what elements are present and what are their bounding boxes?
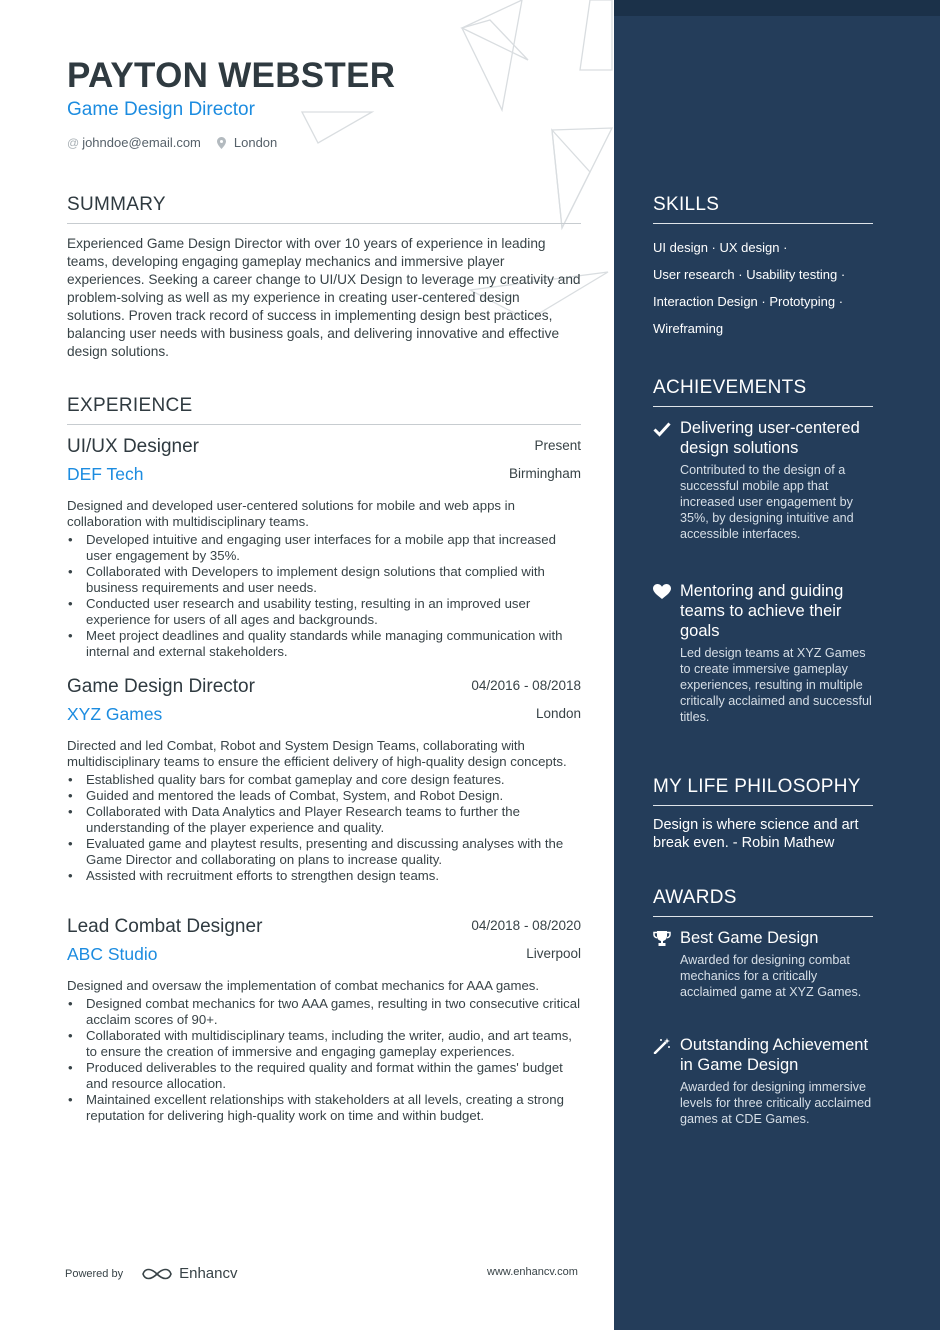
experience-entry bbox=[67, 436, 581, 660]
award-item bbox=[653, 1035, 875, 1127]
job-description: Designed and developed user-centered solutions for mobile and web apps in collaboration with multidisciplinary teams. bbox=[67, 498, 515, 529]
skill-line: Interaction Design · Prototyping · bbox=[653, 294, 844, 309]
job-description: Directed and led Combat, Robot and System Design Teams, collaborating with multidisciplinary teams to ensure the efficient delivery of high-quality design concepts. bbox=[67, 738, 567, 769]
experience-heading: EXPERIENCE bbox=[67, 395, 581, 425]
award-item bbox=[653, 928, 875, 1000]
job-role: UI/UX Designer bbox=[67, 436, 199, 457]
award-description: Awarded for designing immersive levels for three critically acclaimed games at CDE Games. bbox=[680, 1080, 872, 1126]
achievement-title: Mentoring and guiding teams to achieve their goals bbox=[680, 582, 844, 640]
experience-entry bbox=[67, 916, 581, 1124]
summary-heading: SUMMARY bbox=[67, 194, 581, 224]
job-bullets bbox=[67, 532, 581, 660]
at-icon: @ bbox=[67, 135, 80, 150]
job-bullet: • Assisted with recruitment efforts to strengthen design teams. bbox=[67, 868, 581, 884]
philosophy-heading: MY LIFE PHILOSOPHY bbox=[653, 776, 873, 806]
job-date: 04/2018 - 08/2020 bbox=[471, 918, 581, 933]
magic-wand-icon bbox=[653, 1038, 671, 1054]
achievements-heading: ACHIEVEMENTS bbox=[653, 377, 873, 407]
trophy-icon bbox=[653, 931, 671, 947]
sidebar bbox=[614, 0, 940, 1330]
candidate-title: Game Design Director bbox=[67, 99, 255, 120]
job-location: Liverpool bbox=[526, 946, 581, 961]
contact-info bbox=[67, 135, 277, 150]
job-date: Present bbox=[534, 438, 581, 453]
job-bullet: • Produced deliverables to the required quality and format within the games' budget and resource allocation. bbox=[67, 1060, 581, 1092]
philosophy-quote: Design is where science and art break even. - Robin Mathew bbox=[653, 817, 859, 851]
achievement-description: Contributed to the design of a successful mobile app that increased user engagement by 35%, by designing intuitive and accessible interfaces. bbox=[680, 463, 854, 541]
job-bullet: • Established quality bars for combat gameplay and core design features. bbox=[67, 772, 581, 788]
award-description: Awarded for designing combat mechanics for a critically acclaimed game at XYZ Games. bbox=[680, 953, 862, 999]
achievement-item bbox=[653, 418, 875, 542]
check-icon bbox=[653, 421, 671, 437]
job-role: Lead Combat Designer bbox=[67, 916, 263, 937]
achievement-description: Led design teams at XYZ Games to create immersive gameplay experiences, resulting in multiple critically acclaimed and successful titles. bbox=[680, 646, 872, 724]
email-link[interactable]: johndoe@email.com bbox=[82, 135, 201, 150]
skills-heading: SKILLS bbox=[653, 194, 873, 224]
skill-line: User research · Usability testing · bbox=[653, 267, 846, 282]
candidate-name: PAYTON WEBSTER bbox=[67, 56, 396, 95]
job-company[interactable]: ABC Studio bbox=[67, 944, 158, 964]
job-bullet: • Guided and mentored the leads of Combat, System, and Robot Design. bbox=[67, 788, 581, 804]
sidebar-top-bar bbox=[614, 0, 940, 16]
job-location: London bbox=[535, 706, 581, 721]
achievement-item bbox=[653, 581, 875, 725]
skills-list bbox=[653, 234, 878, 342]
enhancv-logo-icon bbox=[141, 1267, 173, 1281]
job-bullet: • Designed combat mechanics for two AAA games, resulting in two consecutive critical acclaim scores of 90+. bbox=[67, 996, 581, 1028]
job-bullet: • Collaborated with Data Analytics and Player Research teams to further the understanding of the player experience and quality. bbox=[67, 804, 581, 836]
awards-heading: AWARDS bbox=[653, 887, 873, 917]
job-bullet: • Conducted user research and usability testing, resulting in an improved user experience for users of all ages and backgrounds. bbox=[67, 596, 581, 628]
experience-entry bbox=[67, 676, 581, 884]
job-bullet: • Evaluated game and playtest results, presenting and discussing analyses with the Game Director and collaborating on plans to increase quality. bbox=[67, 836, 581, 868]
job-bullet: • Collaborated with multidisciplinary teams, including the writer, audio, and art teams, to ensure the creation of immersive and engaging gameplay experiences. bbox=[67, 1028, 581, 1060]
skill-line: UI design · UX design · bbox=[653, 240, 788, 255]
job-bullet: • Maintained excellent relationships with stakeholders at all levels, creating a strong reputation for delivering high-quality work on time and within budget. bbox=[67, 1092, 581, 1124]
enhancv-logo-text: Enhancv bbox=[179, 1265, 238, 1282]
job-company[interactable]: XYZ Games bbox=[67, 704, 163, 724]
job-bullets bbox=[67, 996, 581, 1124]
heart-icon bbox=[653, 584, 671, 600]
skill-line: Wireframing bbox=[653, 321, 724, 336]
location-text: London bbox=[233, 135, 278, 150]
footer-powered-by bbox=[65, 1265, 237, 1282]
footer-website-link[interactable]: www.enhancv.com bbox=[487, 1266, 578, 1278]
job-bullet: • Developed intuitive and engaging user interfaces for a mobile app that increased user engagement by 35%. bbox=[67, 532, 581, 564]
job-bullets bbox=[67, 772, 581, 884]
enhancv-logo[interactable] bbox=[141, 1265, 237, 1282]
job-location: Birmingham bbox=[508, 466, 581, 481]
achievement-title: Delivering user-centered design solutions bbox=[680, 419, 860, 457]
job-company[interactable]: DEF Tech bbox=[67, 464, 144, 484]
job-bullet: • Meet project deadlines and quality standards while managing communication with internal and external stakeholders. bbox=[67, 628, 581, 660]
summary-text: Experienced Game Design Director with over 10 years of experience in leading teams, developing engaging gameplay mechanics and immersive player experiences. Seeking a career change to UI/UX Design to leverage my creativity and problem-solving as well as my experience in creating user-centered design solutions. Proven track record of success in implementing design best practices, balancing user needs with business goals, and delivering innovative and effective design solutions. bbox=[67, 236, 581, 359]
job-date: 04/2016 - 08/2018 bbox=[471, 678, 581, 693]
location-pin-icon bbox=[217, 137, 226, 149]
job-role: Game Design Director bbox=[67, 676, 255, 697]
job-description: Designed and oversaw the implementation of combat mechanics for AAA games. bbox=[67, 978, 540, 993]
powered-by-label: Powered by bbox=[65, 1267, 124, 1280]
job-bullet: • Collaborated with Developers to implement design solutions that complied with business requirements and user needs. bbox=[67, 564, 581, 596]
award-title: Outstanding Achievement in Game Design bbox=[680, 1036, 869, 1074]
award-title: Best Game Design bbox=[680, 929, 819, 947]
